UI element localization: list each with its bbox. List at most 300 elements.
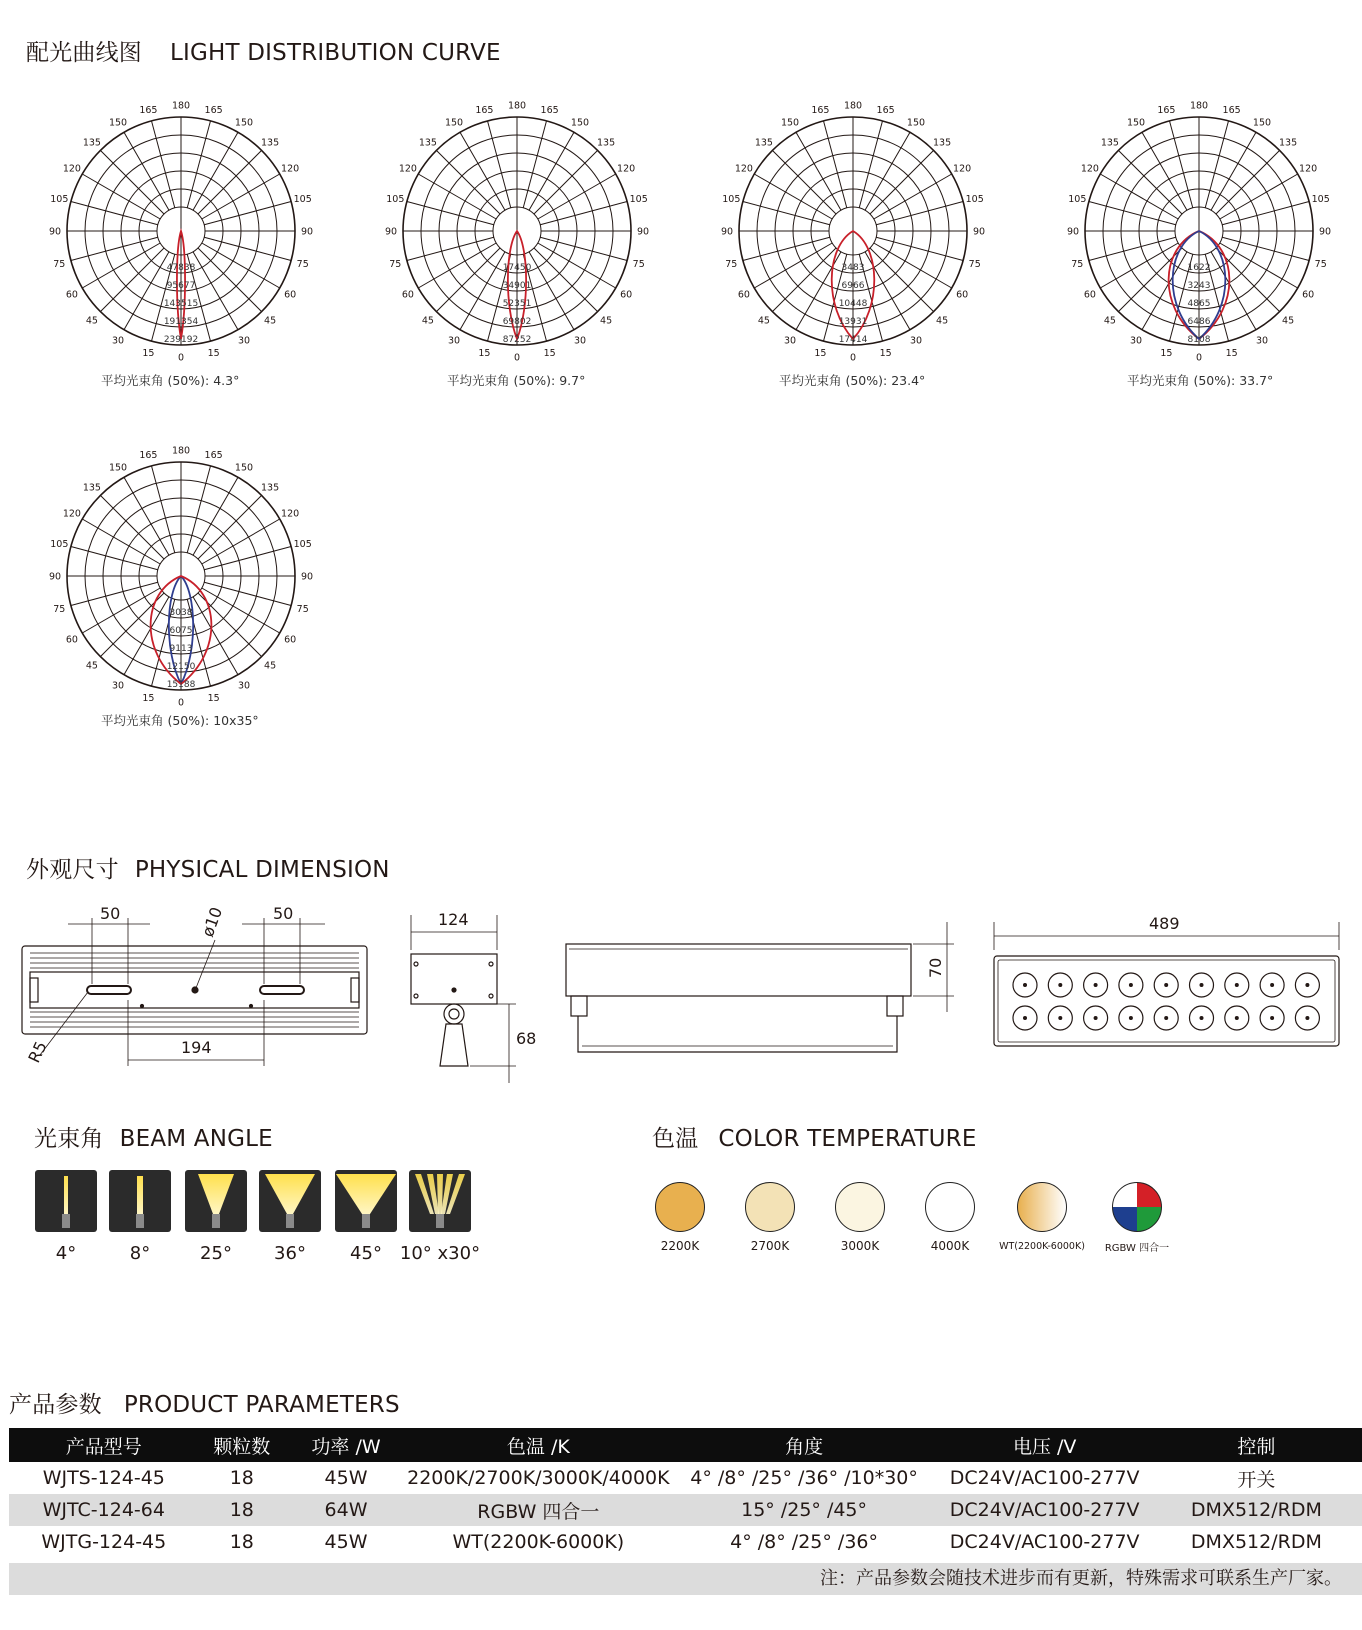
beam-angle-label: 8° [129,1243,151,1264]
polar-angle-label: 15 [543,348,556,360]
led-dot [1094,983,1098,987]
polar-ring-value: 17414 [838,335,868,345]
polar-angle-label: 75 [725,259,738,271]
polar-ring-value: 1622 [1187,263,1211,273]
polar-ring-value: 6075 [169,626,193,636]
beam-graphic [185,1170,247,1232]
polar-angle-label: 135 [1279,137,1298,149]
polar-angle-label: 30 [447,335,461,347]
product-parameters-title [9,1386,400,1419]
polar-angle-label: 75 [389,259,402,271]
polar-angle-label: 150 [234,462,254,474]
polar-spoke [870,150,934,214]
table-cell: 45W [324,1531,368,1553]
dim-label: 50 [273,904,294,923]
polar-spoke [743,201,830,224]
polar-angle-label: 150 [108,117,128,129]
section-title-zh: 色温 [652,1126,699,1152]
polar-angle-label: 180 [171,100,191,112]
polar-angle-label: 30 [573,335,587,347]
led-dot [1305,983,1309,987]
polar-angle-label: 45 [757,315,770,327]
led-dot [1023,1016,1027,1020]
led-base [212,1214,220,1228]
table-cell: DC24V/AC100-277V [949,1467,1140,1489]
section-title-zh: 光束角 [34,1126,104,1152]
polar-chart [31,81,331,381]
table-row [9,1462,1362,1494]
beam-angle-label: 45° [350,1243,382,1264]
polar-spoke [1205,121,1228,208]
polar-angle-label: 15 [879,348,892,360]
polar-spoke [823,121,846,208]
polar-angle-label: 45 [264,660,277,672]
polar-spoke [187,121,210,208]
beam-light [64,1176,68,1214]
polar-angle-label: 60 [401,289,414,301]
polar-spoke [71,546,158,569]
polar-angle-label: 90 [636,226,650,238]
polar-angle-label: 15 [142,693,155,705]
polar-angle-label: 45 [936,315,949,327]
polar-angle-label: 165 [811,104,830,116]
polar-angle-label: 120 [62,508,81,520]
rear-view [566,922,954,1052]
polar-angle-label: 180 [1189,100,1209,112]
polar-angle-label: 165 [139,449,158,461]
polar-angle-label: 45 [85,660,98,672]
side-view [411,915,516,1083]
polar-spoke [100,248,164,312]
beam-angle-icon [335,1170,397,1232]
table-cell: 64W [285,1494,407,1526]
section-title-zh: 产品参数 [9,1392,102,1418]
polar-angle-label: 135 [82,137,101,149]
light-distribution-title [26,34,501,67]
polar-angle-label: 90 [972,226,986,238]
polar-spoke [1169,121,1192,208]
polar-angle-label: 90 [300,571,314,583]
polar-angle-label: 135 [933,137,952,149]
table-row [9,1494,1362,1526]
polar-angle-label: 90 [1318,226,1332,238]
polar-angle-label: 60 [65,634,78,646]
table-header-row [9,1428,1362,1462]
table-cell: RGBW 四合一 [407,1494,669,1526]
polar-angle-label: 45 [1103,315,1116,327]
led-dot [1200,983,1204,987]
polar-spoke [198,248,262,312]
polar-angle-label: 90 [48,571,62,583]
table-cell: DMX512/RDM [1151,1494,1362,1526]
polar-spoke [1222,237,1309,260]
color-temperature-title [652,1120,977,1153]
beam-graphic [409,1170,471,1232]
beam-angle-caption: 平均光束角 (50%): 10x35° [101,713,259,728]
polar-angle-label: 45 [600,315,613,327]
polar-angle-label: 135 [261,137,280,149]
table-header-cell: 角度 [670,1428,939,1462]
polar-angle-label: 75 [632,259,645,271]
polar-angle-label: 0 [177,352,185,364]
polar-angle-label: 105 [50,193,69,205]
polar-spoke [487,121,510,208]
polar-angle-label: 105 [50,538,69,550]
beam-graphic [335,1170,397,1232]
section-title-en: COLOR TEMPERATURE [718,1126,977,1152]
polar-angle-label: 90 [1066,226,1080,238]
polar-spoke [1216,150,1280,214]
polar-angle-label: 60 [737,289,750,301]
polar-angle-label: 150 [234,117,254,129]
polar-angle-label: 120 [617,163,636,175]
footnote-text: 注：产品参数会随技术进步而有更新，特殊需求可联系生产厂家。 [820,1568,1342,1589]
section-title-en: LIGHT DISTRIBUTION CURVE [170,40,501,66]
section-title-en: PHYSICAL DIMENSION [134,857,390,883]
polar-angle-label: 30 [909,335,923,347]
polar-angle-label: 105 [1311,193,1330,205]
polar-spoke [71,201,158,224]
beam-angle-label: 4° [55,1243,77,1264]
beam-angle-icon [35,1170,97,1232]
polar-ring-value: 3038 [169,608,193,618]
polar-spoke [407,237,494,260]
polar-angle-label: 15 [1225,348,1238,360]
polar-ring-value: 13931 [838,317,868,327]
polar-spoke [204,546,291,569]
physical-dimension-title [26,851,390,884]
beam-angle-caption: 平均光束角 (50%): 9.7° [447,373,586,388]
polar-spoke [71,237,158,260]
polar-angle-label: 60 [1302,289,1315,301]
polar-angle-label: 15 [142,348,155,360]
polar-spoke [743,237,830,260]
beam-light [137,1176,143,1214]
table-cell: WJTS-124-45 [42,1467,165,1489]
polar-angle-label: 105 [965,193,984,205]
led-dot [1235,983,1239,987]
polar-spoke [1089,201,1176,224]
table-header-cell: 产品型号 [9,1428,199,1462]
polar-spoke [100,150,164,214]
polar-spoke [198,495,262,559]
polar-angle-label: 105 [293,193,312,205]
polar-angle-label: 60 [284,289,297,301]
polar-angle-label: 0 [1195,352,1203,364]
polar-spoke [151,121,174,208]
polar-angle-label: 75 [53,259,66,271]
table-cell: WJTG-124-45 [41,1531,167,1553]
polar-spoke [772,248,836,312]
beam-graphic [259,1170,321,1232]
dim-label: 68 [516,1029,537,1048]
polar-ring-value: 17450 [502,263,532,273]
led-dot [1023,983,1027,987]
polar-angle-label: 165 [139,104,158,116]
table-cell: WT(2200K-6000K) [452,1531,625,1553]
table-cell: 15° /25° /45° [670,1494,939,1526]
beam-angle-icon [259,1170,321,1232]
table-cell: DMX512/RDM [1190,1531,1322,1553]
polar-angle-label: 30 [783,335,797,347]
polar-angle-label: 105 [293,538,312,550]
dim-label: 489 [1149,914,1180,933]
led-base [362,1214,370,1228]
color-temperature-label: 4000K [930,1239,970,1253]
polar-spoke [198,150,262,214]
polar-angle-label: 135 [754,137,773,149]
led-dot [1129,1016,1133,1020]
polar-angle-label: 75 [53,604,66,616]
polar-angle-label: 60 [65,289,78,301]
polar-spoke [876,237,963,260]
polar-angle-label: 30 [111,335,125,347]
polar-angle-label: 120 [953,163,972,175]
table-header-cell: 颗粒数 [199,1428,285,1462]
beam-angle-icon [185,1170,247,1232]
polar-angle-label: 105 [629,193,648,205]
polar-spoke [71,582,158,605]
polar-spoke [187,466,210,553]
polar-angle-label: 90 [300,226,314,238]
polar-angle-label: 120 [281,163,300,175]
table-cell: DC24V/AC100-277V [939,1494,1151,1526]
polar-spoke [407,201,494,224]
polar-ring-value: 15188 [166,680,196,690]
color-swatch [1112,1182,1162,1232]
section-title-en: PRODUCT PARAMETERS [123,1392,400,1418]
polar-angle-label: 165 [204,104,223,116]
polar-ring-value: 34901 [502,281,532,291]
table-cell: 18 [229,1467,254,1489]
polar-ring-value: 52351 [502,299,532,309]
beam-angle-label: 36° [274,1243,306,1264]
beam-light [265,1174,315,1214]
polar-spoke [204,237,291,260]
polar-ring-value: 87252 [502,335,532,345]
polar-spoke [534,248,598,312]
led-dot [1058,1016,1062,1020]
polar-chart [31,426,331,726]
beam-angle-label: 10° x30° [399,1243,481,1264]
polar-angle-label: 150 [444,117,464,129]
polar-ring-value: 3483 [841,263,865,273]
polar-ring-value: 69802 [502,317,532,327]
parameters-table [9,1428,1362,1558]
polar-angle-label: 150 [780,117,800,129]
polar-angle-label: 105 [386,193,405,205]
led-base [136,1214,144,1228]
color-temperature-label: WT(2200K-6000K) [999,1241,1085,1252]
table-cell: 45W [324,1467,368,1489]
polar-angle-label: 45 [85,315,98,327]
polar-spoke [534,150,598,214]
polar-spoke [204,582,291,605]
polar-angle-label: 90 [48,226,62,238]
polar-ring-value: 4865 [1187,299,1211,309]
polar-spoke [1222,201,1309,224]
polar-angle-label: 60 [956,289,969,301]
polar-spoke [436,150,500,214]
color-temperature-label: 3000K [840,1239,880,1253]
dim-label: 124 [438,910,469,929]
polar-ring-value: 47838 [166,263,196,273]
table-cell: 18 [199,1494,285,1526]
polar-angle-label: 0 [177,697,185,709]
section-title-en: BEAM ANGLE [119,1126,273,1152]
table-header-cell: 色温 /K [407,1428,669,1462]
led-dot [1270,1016,1274,1020]
dim-label: R5 [24,1038,51,1066]
polar-angle-label: 165 [876,104,895,116]
polar-angle-label: 30 [111,680,125,692]
polar-spoke [772,150,836,214]
led-dot [1305,1016,1309,1020]
beam-light [198,1174,234,1214]
color-swatch [835,1182,885,1232]
polar-angle-label: 105 [1068,193,1087,205]
polar-angle-label: 45 [264,315,277,327]
polar-angle-label: 165 [1157,104,1176,116]
polar-angle-label: 75 [1314,259,1327,271]
polar-angle-label: 135 [597,137,616,149]
polar-angle-label: 105 [722,193,741,205]
beam-graphic [109,1170,171,1232]
polar-angle-label: 165 [204,449,223,461]
polar-angle-label: 165 [540,104,559,116]
table-cell: 4° /8° /25° /36° [730,1531,878,1553]
led-dot [1270,983,1274,987]
led-dot [1129,983,1133,987]
polar-angle-label: 0 [849,352,857,364]
dim-label: ø10 [197,904,227,940]
polar-angle-label: 60 [1083,289,1096,301]
table-cell: 2200K/2700K/3000K/4000K [407,1467,670,1489]
polar-angle-label: 75 [296,259,309,271]
polar-angle-label: 120 [398,163,417,175]
polar-spoke [100,495,164,559]
led-base [436,1214,444,1228]
polar-angle-label: 120 [1080,163,1099,175]
polar-spoke [151,466,174,553]
beam-angle-caption: 平均光束角 (50%): 33.7° [1127,373,1274,388]
polar-angle-label: 90 [720,226,734,238]
polar-angle-label: 180 [507,100,527,112]
table-cell: 18 [229,1531,254,1553]
led-dot [1164,1016,1168,1020]
polar-ring-value: 8108 [1187,335,1211,345]
polar-angle-label: 90 [384,226,398,238]
polar-angle-label: 150 [906,117,926,129]
polar-angle-label: 135 [1100,137,1119,149]
dim-label: 50 [100,904,121,923]
polar-ring-value: 239192 [163,335,199,345]
polar-angle-label: 75 [1071,259,1084,271]
beam-angle-title [34,1120,273,1153]
beam-angle-label: 25° [200,1243,232,1264]
polar-ring-value: 12150 [166,662,196,672]
polar-spoke [870,248,934,312]
polar-angle-label: 75 [296,604,309,616]
polar-chart [703,81,1003,381]
polar-angle-label: 120 [1299,163,1318,175]
led-base [286,1214,294,1228]
polar-spoke [876,201,963,224]
color-swatch [925,1182,975,1232]
led-dot [1164,983,1168,987]
polar-ring-value: 95677 [166,281,196,291]
polar-angle-label: 150 [1252,117,1272,129]
beam-graphic [35,1170,97,1232]
table-header-cell: 控制 [1151,1428,1362,1462]
table-cell: 4° /8° /25° /36° /10*30° [690,1467,918,1489]
polar-ring-value: 191354 [163,317,199,327]
polar-angle-label: 30 [1129,335,1143,347]
polar-angle-label: 150 [108,462,128,474]
polar-angle-label: 0 [513,352,521,364]
led-dot [1235,1016,1239,1020]
polar-angle-label: 30 [237,680,251,692]
color-swatch [745,1182,795,1232]
dimension-drawings [0,890,1362,1100]
led-dot [1058,983,1062,987]
polar-angle-label: 30 [1255,335,1269,347]
polar-angle-label: 120 [281,508,300,520]
polar-angle-label: 120 [734,163,753,175]
color-swatch [655,1182,705,1232]
color-temperature-label: 2200K [660,1239,700,1253]
color-temperature-label: 2700K [750,1239,790,1253]
led-dot [1094,1016,1098,1020]
polar-angle-label: 165 [475,104,494,116]
polar-angle-label: 75 [968,259,981,271]
beam-angle-caption: 平均光束角 (50%): 4.3° [101,373,240,388]
polar-ring-value: 3243 [1187,281,1211,291]
polar-spoke [523,121,546,208]
polar-angle-label: 135 [82,482,101,494]
polar-spoke [540,237,627,260]
section-title-zh: 外观尺寸 [26,857,119,883]
led-dot [1200,1016,1204,1020]
polar-chart [367,81,667,381]
polar-ring-value: 6966 [841,281,865,291]
polar-ring-value: 143515 [163,299,199,309]
section-title-zh: 配光曲线图 [26,40,142,66]
polar-angle-label: 150 [570,117,590,129]
beam-angle-icon [109,1170,171,1232]
polar-angle-label: 60 [620,289,633,301]
polar-angle-label: 15 [814,348,827,360]
led-base [62,1214,70,1228]
polar-spoke [859,121,882,208]
beam-light [336,1174,396,1214]
polar-ring-value: 9113 [169,644,193,654]
polar-angle-label: 15 [207,348,220,360]
polar-angle-label: 45 [421,315,434,327]
polar-angle-label: 15 [478,348,491,360]
polar-angle-label: 135 [261,482,280,494]
polar-spoke [540,201,627,224]
polar-spoke [1089,237,1176,260]
polar-angle-label: 30 [237,335,251,347]
polar-ring-value: 10448 [838,299,868,309]
polar-ring-value: 6486 [1187,317,1211,327]
color-temperature-label: RGBW 四合一 [1104,1243,1170,1254]
polar-angle-label: 135 [418,137,437,149]
polar-angle-label: 15 [207,693,220,705]
beam-angle-caption: 平均光束角 (50%): 23.4° [779,373,926,388]
polar-angle-label: 45 [1282,315,1295,327]
